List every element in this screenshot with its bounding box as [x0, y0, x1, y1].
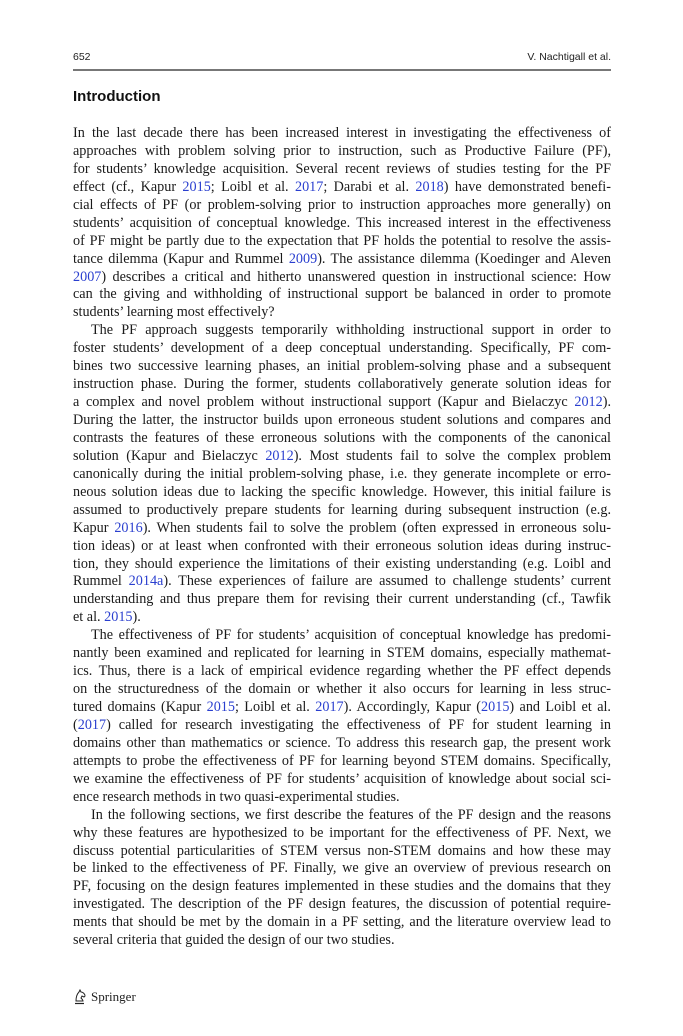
- citation-link[interactable]: 2009: [288, 250, 318, 267]
- text-line: tance dilemma (Kapur and Rummel 2009). The assistance dilemma (Koedinger and Aleven: [73, 250, 611, 267]
- text-line: canonically during the initial problem-solving phase, i.e. they generate incomplete or erro-: [73, 465, 611, 482]
- page-number: 652: [73, 51, 91, 63]
- text-line: tion ideas) or at least when confronted with their erroneous solution ideas during instruc-: [73, 537, 611, 554]
- citation-link[interactable]: 2007: [73, 268, 102, 285]
- citation-link[interactable]: 2012: [265, 447, 294, 464]
- text-line: students’ acquisition of conceptual knowledge. This increased interest in the effectiveness: [73, 214, 611, 231]
- publisher-name: Springer: [91, 989, 136, 1004]
- text-line: understanding and thus prepare them for revising their current understanding (cf., Tawfik: [73, 591, 611, 608]
- publisher-footer: [73, 987, 136, 1007]
- citation-link[interactable]: 2018: [415, 178, 444, 195]
- text-line: on the structuredness of the domain or whether it also occurs for learning in less struc-: [73, 681, 611, 698]
- header-rule: [73, 69, 611, 71]
- text-line: ments that should be met by the domain in a PF setting, and the literature overview lead to: [73, 914, 611, 931]
- section-heading: Introduction: [73, 88, 161, 105]
- text-line: why these features are hypothesized to be important for the effectiveness of PF. Next, we: [73, 824, 611, 841]
- text-line: PF, focusing on the design features implemented in these studies and the domains that they: [73, 878, 611, 895]
- text-line: In the last decade there has been increased interest in investigating the effectiveness of: [73, 125, 611, 141]
- text-line: for students’ knowledge acquisition. Several recent reviews of studies testing for the PF: [73, 160, 611, 177]
- text-line: of PF might be partly due to the expectation that PF holds the potential to resolve the assis-: [73, 232, 611, 249]
- text-line: foster students’ development of a deep conceptual understanding. Specifically, PF com-: [73, 340, 611, 357]
- running-head-authors: V. Nachtigall et al.: [527, 51, 611, 63]
- body-text: [73, 125, 611, 950]
- text-line: The PF approach suggests temporarily withholding instructional support in order to: [91, 322, 611, 339]
- text-line: we examine the effectiveness of PF for students’ acquisition of knowledge about social sci-: [73, 770, 611, 787]
- text-line: instruction phase. During the former, students collaboratively generate solution ideas for: [73, 376, 611, 393]
- text-line: contrasts the features of these erroneous solutions with the components of the canonical: [73, 429, 611, 446]
- springer-horse-icon: [73, 989, 87, 1005]
- text-line: a complex and novel problem without instructional support (Kapur and Bielaczyc 2012).: [73, 394, 611, 411]
- text-line: (2017) called for research investigating the effectiveness of PF for student learning in: [73, 716, 611, 733]
- text-line: students’ learning most effectively?: [73, 304, 275, 321]
- text-line: several criteria that guided the design of our two studies.: [73, 932, 395, 949]
- text-line: 2007) describes a critical and hitherto unanswered question in instructional science: How: [73, 268, 611, 285]
- text-line: domains other than mathematics or science. To address this research gap, the present work: [73, 734, 611, 751]
- text-line: tured domains (Kapur 2015; Loibl et al. 2017). Accordingly, Kapur (2015) and Loibl et al.: [73, 699, 611, 715]
- citation-link[interactable]: 2015: [182, 178, 211, 195]
- text-line: ics. Thus, there is a lack of empirical evidence regarding whether the PF effect depends: [73, 663, 611, 680]
- citation-link[interactable]: 2015: [481, 699, 510, 715]
- citation-link[interactable]: 2016: [114, 519, 143, 536]
- citation-link[interactable]: 2015: [104, 609, 133, 626]
- text-line: tion, they should experience the limitations of their existing understanding (e.g. Loibl and: [73, 555, 611, 572]
- citation-link[interactable]: 2017: [315, 699, 344, 715]
- citation-link[interactable]: 2015: [206, 699, 235, 715]
- text-line: assumed to productively prepare students for learning during subsequent instruction (e.g.: [73, 501, 611, 518]
- text-line: et al. 2015).: [73, 609, 141, 626]
- text-line: In the following sections, we first describe the features of the PF design and the reasons: [91, 806, 611, 823]
- text-line: discuss potential particularities of STEM versus non-STEM domains and how these may: [73, 842, 611, 859]
- text-line: effect (cf., Kapur 2015; Loibl et al. 2017; Darabi et al. 2018) have demonstrated benefi-: [73, 178, 611, 195]
- text-line: nantly been examined and replicated for learning in STEM domains, especially mathemat-: [73, 645, 611, 662]
- text-line: ence research methods in two quasi-experimental studies.: [73, 788, 400, 805]
- citation-link[interactable]: 2017: [294, 178, 324, 195]
- text-line: investigated. The description of the PF design features, the discussion of potential require-: [73, 896, 611, 913]
- citation-link[interactable]: 2012: [574, 394, 603, 411]
- text-line: attempts to probe the effectiveness of PF for learning beyond STEM domains. Specifically,: [73, 752, 611, 769]
- running-header: [73, 51, 611, 67]
- text-line: During the latter, the instructor builds upon erroneous student solutions and compares and: [73, 412, 611, 428]
- text-line: Kapur 2016). When students fail to solve the problem (often expressed in erroneous solu-: [73, 519, 611, 536]
- text-line: neous solution ideas due to lacking the specific knowledge. However, this initial failure is: [73, 483, 611, 500]
- text-line: approaches with problem solving prior to instruction, such as Productive Failure (PF),: [73, 142, 611, 159]
- citation-link[interactable]: 2017: [77, 716, 107, 733]
- text-line: solution (Kapur and Bielaczyc 2012). Most students fail to solve the complex problem: [73, 447, 611, 464]
- text-line: Rummel 2014a). These experiences of failure are assumed to challenge students’ current: [73, 573, 611, 590]
- text-line: cial effects of PF (or problem-solving prior to instruction approaches more generally) on: [73, 196, 611, 213]
- text-line: can the giving and withholding of instructional support be balanced in order to promote: [73, 286, 611, 303]
- text-line: be linked to the effectiveness of PF. Finally, we give an overview of previous research on: [73, 860, 611, 877]
- text-line: The effectiveness of PF for students’ acquisition of conceptual knowledge has predomi-: [91, 627, 611, 644]
- text-line: bines two successive learning phases, an initial problem-solving phase and a subsequent: [73, 358, 611, 375]
- citation-link[interactable]: 2014a: [128, 573, 164, 590]
